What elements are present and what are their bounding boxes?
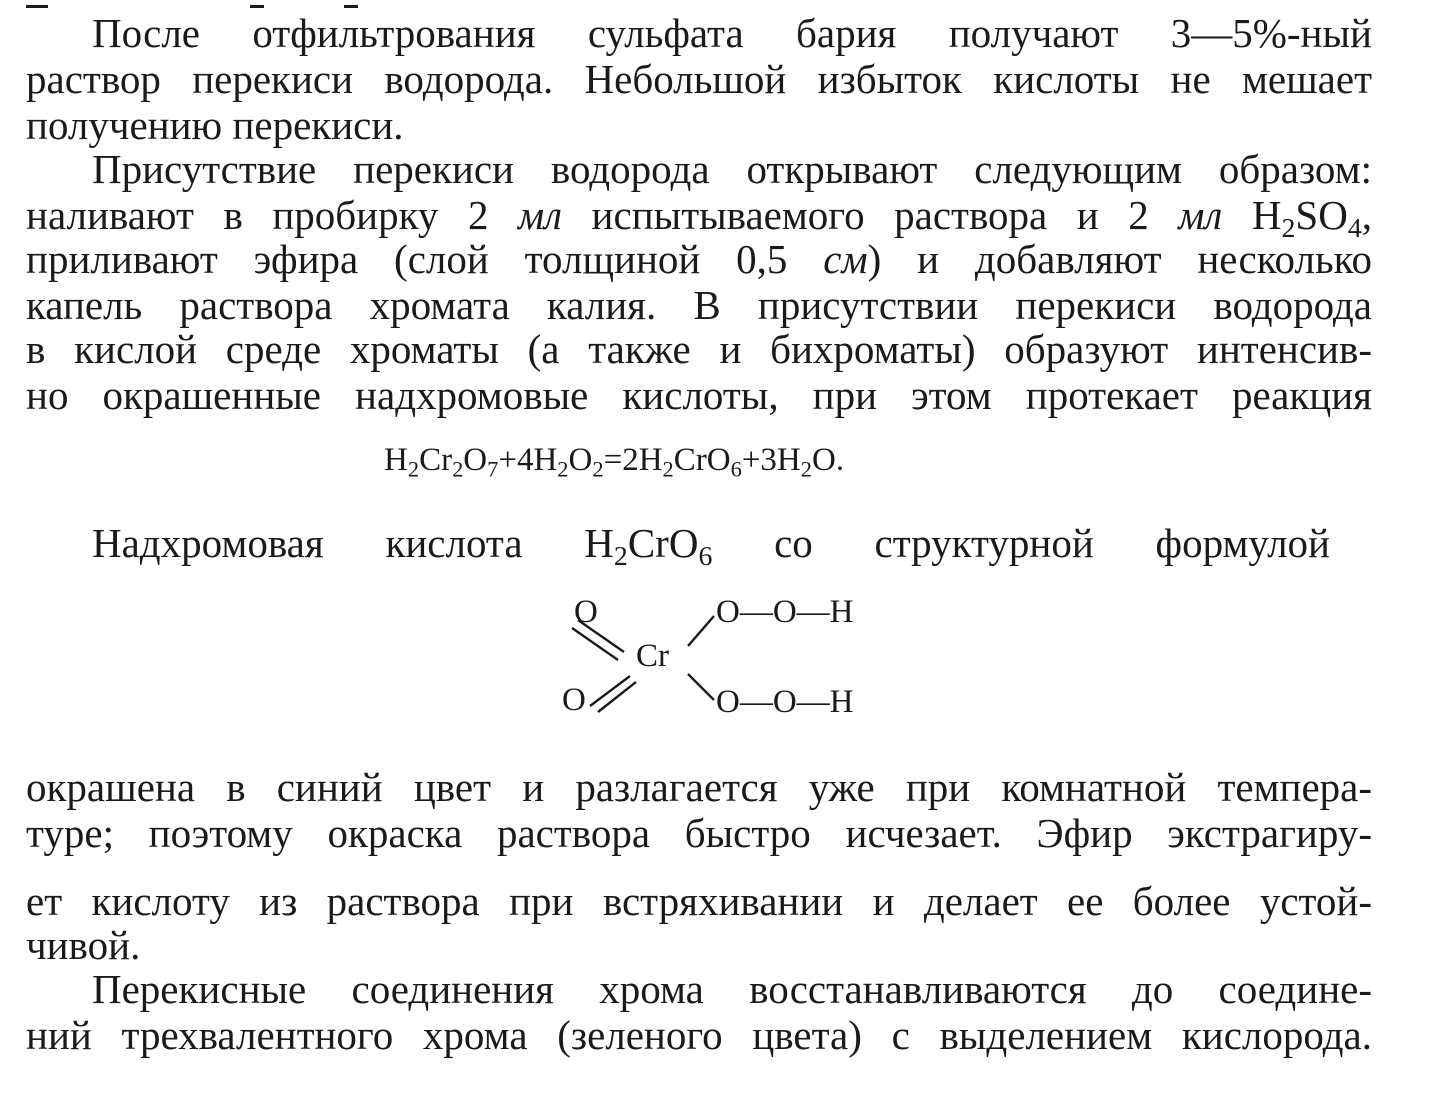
paragraph-1-line-3 bbox=[26, 102, 1372, 148]
text-run: Надхромовая кислота H bbox=[92, 520, 614, 566]
unit-ml: мл bbox=[517, 192, 563, 238]
single-bond-lower bbox=[688, 674, 714, 700]
cropped-previous-line bbox=[26, 0, 426, 8]
text-run: Присутствие перекиси водорода открывают следующим образом: bbox=[92, 146, 1372, 192]
text-run: , bbox=[1361, 192, 1372, 238]
subscript: 2 bbox=[800, 456, 812, 482]
formula-part: CrO bbox=[673, 442, 731, 478]
text-run: капель раствора хромата калия. В присутствии перекиси водорода bbox=[26, 282, 1372, 328]
continuation-line-1 bbox=[26, 764, 1372, 810]
formula-intro-line bbox=[92, 520, 1330, 580]
text-run: в кислой среде хроматы (а также и бихроматы) образуют интенсив- bbox=[26, 326, 1372, 372]
continuation-line-4 bbox=[26, 922, 1372, 968]
structural-formula bbox=[536, 580, 916, 740]
oxygen-atom-upper-left: O bbox=[574, 594, 598, 630]
oxygen-atom-lower-left: O bbox=[562, 682, 586, 718]
subscript: 2 bbox=[452, 456, 464, 482]
unit-cm: см bbox=[823, 236, 868, 282]
subscript: 2 bbox=[557, 456, 569, 482]
formula-part: O bbox=[568, 442, 593, 478]
formula-part: O bbox=[463, 442, 488, 478]
text-run: чивой. bbox=[26, 922, 141, 968]
cropped-text-fragment-icon bbox=[26, 5, 426, 8]
paragraph-2-line-5 bbox=[26, 326, 1372, 372]
final-paragraph-line-1 bbox=[26, 966, 1372, 1012]
peroxide-chain-lower: O—O—H bbox=[716, 684, 854, 720]
subscript: 2 bbox=[662, 456, 674, 482]
chromium-atom: Cr bbox=[636, 638, 669, 674]
paragraph-2-line-3 bbox=[26, 236, 1372, 282]
text-run: но окрашенные надхромовые кислоты, при этом протекает реакция bbox=[26, 372, 1372, 418]
unit-ml: мл bbox=[1178, 192, 1223, 238]
text-run: испытываемого раствора и 2 bbox=[562, 192, 1179, 238]
text-run: раствор перекиси водорода. Небольшой избыток кислоты не мешает bbox=[26, 56, 1372, 102]
continuation-line-2 bbox=[26, 810, 1372, 856]
text-run: ет кислоту из раствора при встряхивании и делает ее более устой- bbox=[26, 878, 1372, 924]
formula-part: SO bbox=[1295, 192, 1348, 238]
formula-part: +3H bbox=[741, 442, 801, 478]
text-run: окрашена в синий цвет и разлагается уже при комнатной темпера- bbox=[26, 764, 1372, 810]
text-run: После отфильтрования сульфата бария получают 3—5%-ный bbox=[92, 10, 1372, 56]
formula-part: CrO bbox=[627, 520, 699, 566]
text-run: приливают эфира (слой толщиной 0,5 bbox=[26, 236, 824, 282]
subscript: 2 bbox=[613, 540, 628, 572]
text-run: ) и добавляют несколько bbox=[867, 236, 1372, 282]
paragraph-2-line-1 bbox=[26, 146, 1372, 192]
text-run: туре; поэтому окраска раствора быстро исчезает. Эфир экстрагиру- bbox=[26, 810, 1372, 856]
formula-part: Cr bbox=[419, 442, 453, 478]
text-run: Перекисные соединения хрома восстанавливаются до соедине- bbox=[92, 966, 1372, 1012]
paragraph-1-line-2 bbox=[26, 56, 1372, 102]
subscript: 7 bbox=[487, 456, 499, 482]
paragraph-2-line-4 bbox=[26, 282, 1372, 328]
text-run: получению перекиси. bbox=[26, 102, 404, 148]
final-paragraph-line-2 bbox=[26, 1012, 1372, 1058]
formula-part: +4H bbox=[498, 442, 558, 478]
document-page bbox=[26, 0, 1372, 1116]
continuation-line-3 bbox=[26, 878, 1372, 924]
single-bond-upper bbox=[688, 616, 714, 646]
reaction-equation bbox=[384, 440, 844, 489]
formula-part: O. bbox=[811, 442, 845, 478]
subscript: 6 bbox=[698, 540, 713, 572]
text-run: со структурной формулой bbox=[712, 520, 1330, 566]
formula-part: =2H bbox=[603, 442, 663, 478]
subscript: 2 bbox=[592, 456, 604, 482]
subscript: 2 bbox=[407, 456, 420, 482]
subscript: 2 bbox=[1281, 212, 1296, 244]
paragraph-1-line-1 bbox=[26, 10, 1372, 56]
peroxide-chain-upper: O—O—H bbox=[716, 594, 854, 630]
text-run: ний трехвалентного хрома (зеленого цвета) с выделением кислорода. bbox=[26, 1012, 1372, 1058]
subscript: 6 bbox=[730, 456, 742, 482]
subscript: 4 bbox=[1347, 212, 1362, 244]
formula-part: H bbox=[384, 442, 408, 478]
formula-part: H bbox=[1222, 192, 1282, 238]
paragraph-2-line-6 bbox=[26, 372, 1372, 418]
text-run: наливают в пробирку 2 bbox=[26, 192, 518, 238]
